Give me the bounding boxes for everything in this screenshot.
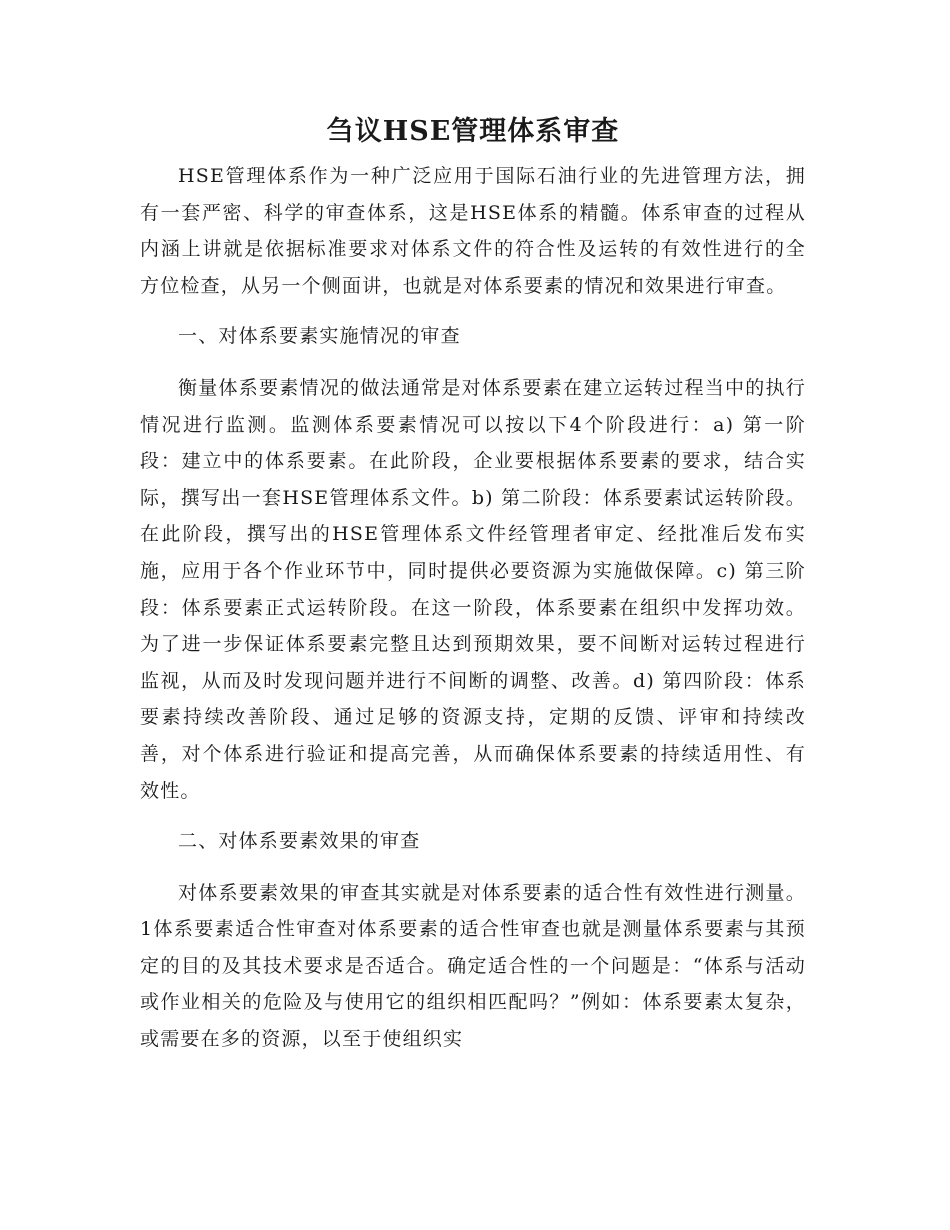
document-page — [140, 112, 806, 1058]
document-title: 刍议HSE管理体系审查 — [326, 116, 620, 147]
section-1-paragraph: 衡量体系要素情况的做法通常是对体系要素在建立运转过程当中的执行情况进行监测。监测体系要素情况可以按以下4个阶段进行：a) 第一阶段：建立中的体系要素。在此阶段，企业要根据体系要素的要求，结合实际，撰写出一套HSE管理体系文件。b) 第二阶段：体系要素试运转阶段。在此阶段，撰写出的HSE管理体系文件经管理者审定、经批准后发布实施，应用于各个作业环节中，同时提供必要资源为实施做保障。c) 第三阶段：体系要素正式运转阶段。在这一阶段，体系要素在组织中发挥功效。为了进一步保证体系要素完整且达到预期效果，要不间断对运转过程进行监视，从而及时发现问题并进行不间断的调整、改善。d) 第四阶段：体系要素持续改善阶段、通过足够的资源支持，定期的反馈、评审和持续改善，对个体系进行验证和提高完善，从而确保体系要素的持续适用性、有效性。 — [140, 376, 806, 802]
intro-paragraph: HSE管理体系作为一种广泛应用于国际石油行业的先进管理方法，拥有一套严密、科学的审查体系，这是HSE体系的精髓。体系审查的过程从内涵上讲就是依据标准要求对体系文件的符合性及运转的有效性进行的全方位检查，从另一个侧面讲，也就是对体系要素的情况和效果进行审查。 — [140, 165, 806, 297]
section-1-heading: 一、对体系要素实施情况的审查 — [178, 325, 461, 348]
section-2-paragraph: 对体系要素效果的审查其实就是对体系要素的适合性有效性进行测量。1体系要素适合性审查对体系要素的适合性审查也就是测量体系要素与其预定的目的及其技术要求是否适合。确定适合性的一个问题是：“体系与活动或作业相关的危险及与使用它的组织相匹配吗？”例如：体系要素太复杂，或需要在多的资源，以至于使组织实 — [140, 881, 806, 1051]
section-2-heading: 二、对体系要素效果的审查 — [178, 830, 421, 853]
